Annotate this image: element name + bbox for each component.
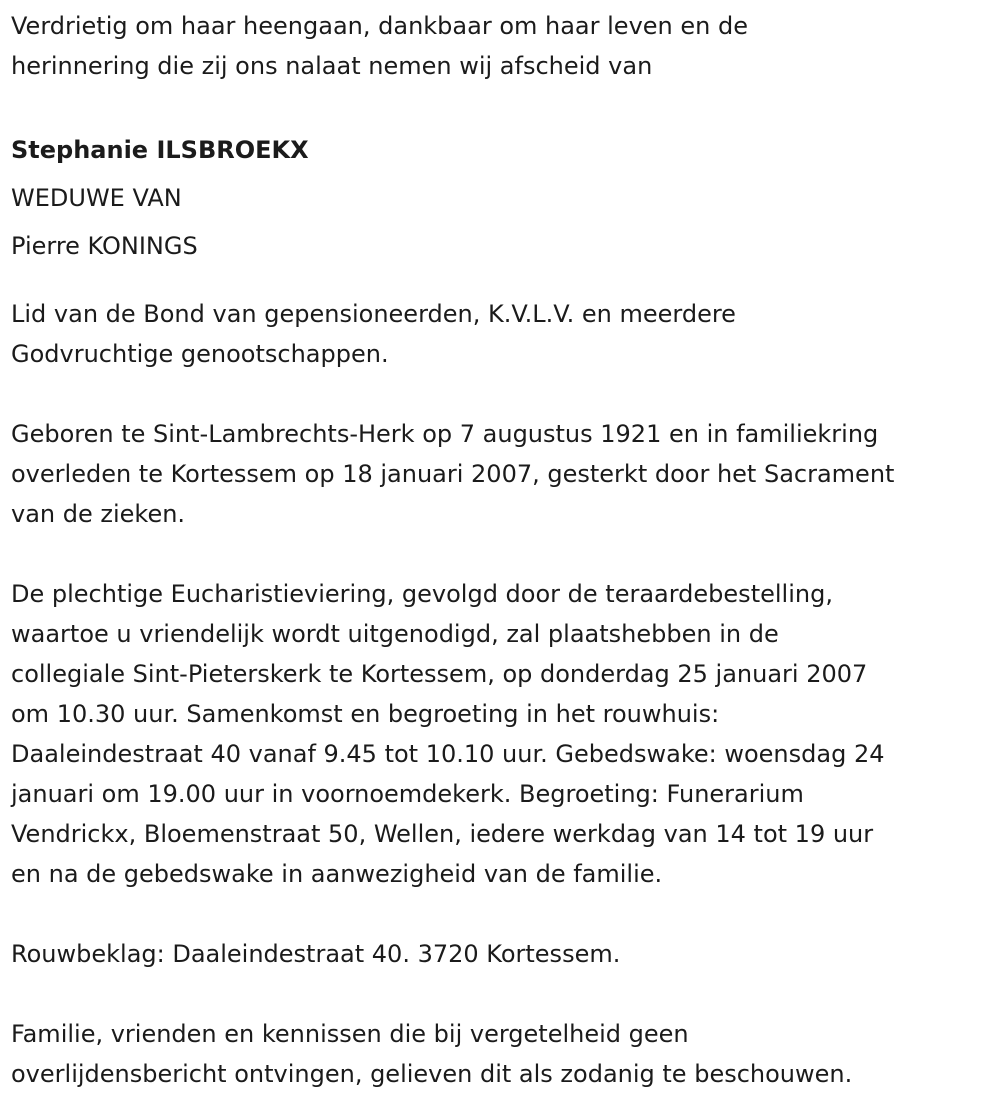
ceremony-line: collegiale Sint-Pieterskerk te Kortessem, op donderdag 25 januari 2007 [11,660,868,688]
intro-line: herinnering die zij ons nalaat nemen wij afscheid van [11,52,653,80]
ceremony-line: Vendrickx, Bloemenstraat 50, Wellen, iedere werkdag van 14 tot 19 uur [11,820,874,848]
deceased-block [11,126,989,270]
ceremony-line: De plechtige Eucharistieviering, gevolgd door de teraardebestelling, [11,580,833,608]
ceremony-line: om 10.30 uur. Samenkomst en begroeting in het rouwhuis: [11,700,720,728]
closing-line: overlijdensbericht ontvingen, gelieven dit als zodanig te beschouwen. [11,1060,853,1088]
deceased-name: Stephanie ILSBROEKX [11,136,309,164]
ceremony-line: en na de gebedswake in aanwezigheid van de familie. [11,860,663,888]
relation-label: WEDUWE VAN [11,184,182,212]
birth-death-paragraph [11,414,989,534]
membership-line: Lid van de Bond van gepensioneerden, K.V.L.V. en meerdere [11,300,736,328]
closing-line: Familie, vrienden en kennissen die bij vergetelheid geen [11,1020,689,1048]
intro-line: Verdrietig om haar heengaan, dankbaar om haar leven en de [11,12,748,40]
spouse-name: Pierre KONINGS [11,232,198,260]
birth-death-line: overleden te Kortessem op 18 januari 2007, gesterkt door het Sacrament [11,460,895,488]
ceremony-line: januari om 19.00 uur in voornoemdekerk. Begroeting: Funerarium [11,780,804,808]
membership-line: Godvruchtige genootschappen. [11,340,389,368]
ceremony-paragraph [11,574,989,894]
intro-paragraph [11,6,989,86]
closing-paragraph [11,1014,989,1094]
birth-death-line: Geboren te Sint-Lambrechts-Herk op 7 augustus 1921 en in familiekring [11,420,879,448]
membership-paragraph [11,294,989,374]
condolence-line: Rouwbeklag: Daaleindestraat 40. 3720 Kortessem. [11,940,621,968]
ceremony-line: Daaleindestraat 40 vanaf 9.45 tot 10.10 uur. Gebedswake: woensdag 24 [11,740,885,768]
ceremony-line: waartoe u vriendelijk wordt uitgenodigd, zal plaatshebben in de [11,620,779,648]
condolence-paragraph [11,934,989,974]
birth-death-line: van de zieken. [11,500,186,528]
